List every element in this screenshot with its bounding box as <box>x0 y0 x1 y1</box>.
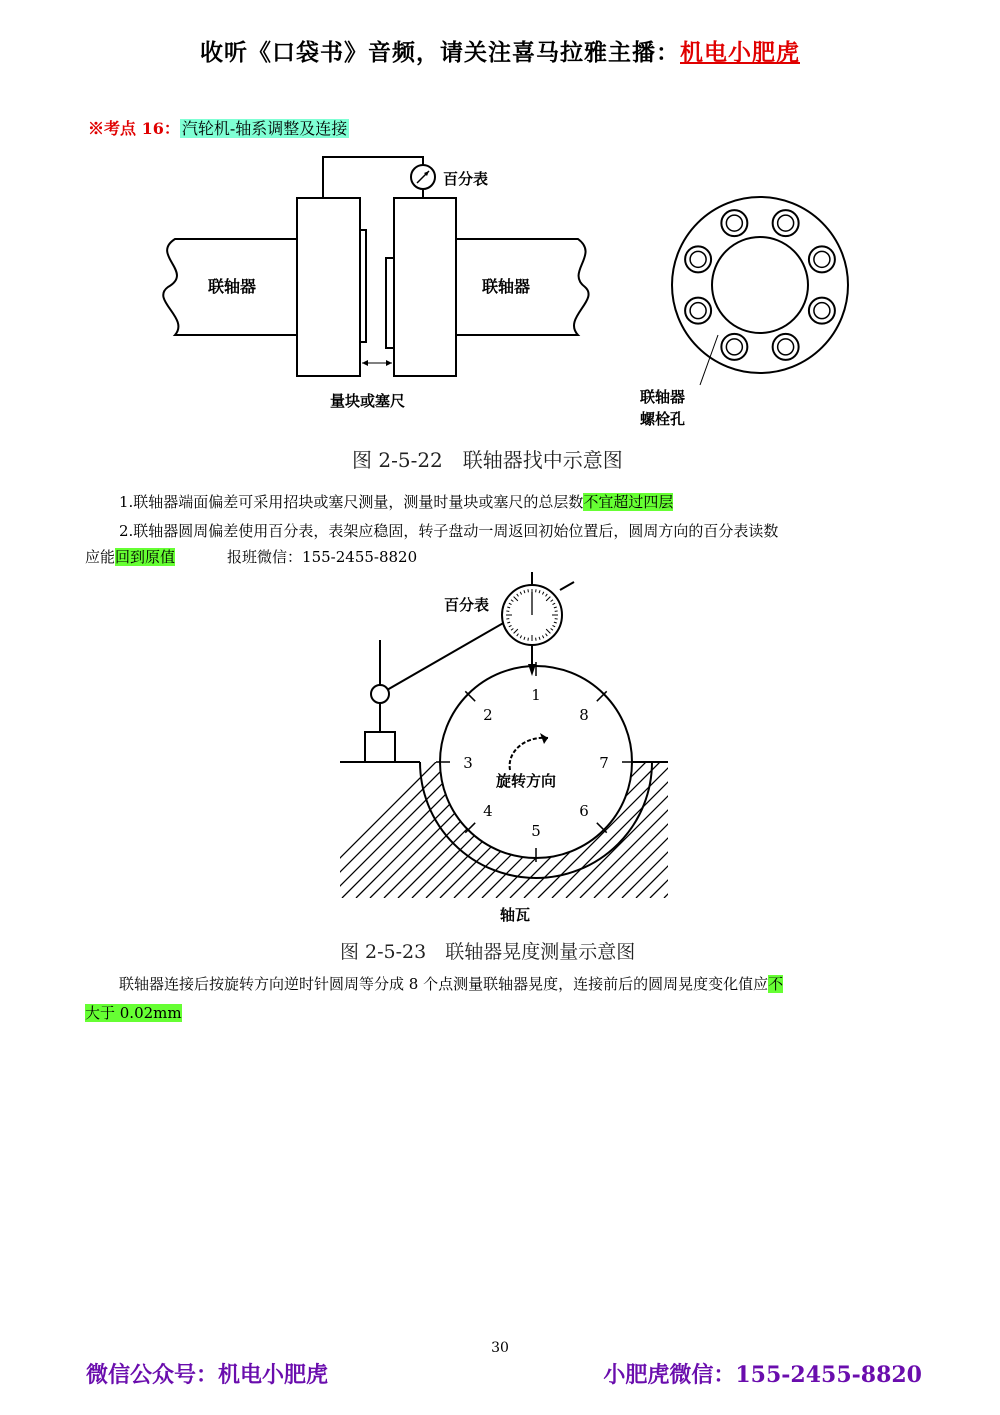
shaft-point-number: 7 <box>599 754 609 772</box>
figure2-caption: 图 2-5-23 联轴器晃度测量示意图 <box>340 941 636 963</box>
bolt-hole-inner <box>778 215 794 231</box>
rotation-direction-label: 旋转方向 <box>496 772 557 790</box>
shaft-point-number: 6 <box>579 802 589 821</box>
paragraph2-text-cont: 应能 <box>85 548 116 566</box>
bolt-hole <box>685 298 711 324</box>
shaft-point-number: 3 <box>463 754 473 772</box>
header-brand: 机电小肥虎 <box>680 39 800 66</box>
footer-wechat-account: 微信公众号：机电小肥虎 <box>86 1362 329 1388</box>
paragraph3-highlight-b: 大于 0.02mm <box>85 1004 182 1022</box>
shaft-point-number: 5 <box>531 822 541 840</box>
page-header <box>0 34 1000 67</box>
shaft-point-number: 2 <box>483 705 493 724</box>
page-number: 30 <box>491 1340 509 1356</box>
bolt-hole <box>685 246 711 272</box>
paragraph2-highlight: 回到原值 <box>115 548 176 566</box>
coupling-left-label: 联轴器 <box>208 277 257 296</box>
footer-wechat-contact: 小肥虎微信：155-2455-8820 <box>603 1362 922 1388</box>
shaft-point-number: 8 <box>579 705 589 724</box>
paragraph-runout-requirement <box>119 969 783 999</box>
bolt-hole-inner <box>690 251 706 267</box>
paragraph2-text: 2.联轴器圆周偏差使用百分表，表架应稳固，转子盘动一周返回初始位置后，圆周方向的百分表读数 <box>119 522 779 540</box>
coupling-alignment-figure <box>0 140 1000 480</box>
shaft-point-number: 1 <box>531 686 541 704</box>
bolt-hole-inner <box>726 339 742 355</box>
paragraph1-text: 1.联轴器端面偏差可采用招块或塞尺测量，测量时量块或塞尺的总层数 <box>119 493 584 511</box>
bearing-label: 轴瓦 <box>500 906 531 924</box>
exam-point-label: ※考点 16： <box>88 119 180 138</box>
paragraph1-highlight: 不宜超过四层 <box>583 493 674 511</box>
bolt-holes <box>685 210 835 360</box>
bolt-hole <box>773 334 799 360</box>
paragraph3-highlight-a: 不 <box>768 975 784 993</box>
shaft-point-number: 4 <box>483 802 493 821</box>
dial-gauge-label-2: 百分表 <box>444 596 490 614</box>
coupling-right-label: 联轴器 <box>482 277 531 296</box>
bolt-hole <box>721 334 747 360</box>
bolt-hole-label-line1: 联轴器 <box>640 388 686 406</box>
bolt-hole <box>721 210 747 236</box>
bolt-hole-inner <box>690 303 706 319</box>
dial-gauge-label: 百分表 <box>443 170 489 188</box>
paragraph3-text: 联轴器连接后按旋转方向逆时针圆周等分成 8 个点测量联轴器晃度，连接前后的圆周晃度变化值应 <box>119 975 769 993</box>
gap-gauge-label: 量块或塞尺 <box>330 392 406 410</box>
bolt-hole <box>809 298 835 324</box>
bolt-hole-inner <box>814 251 830 267</box>
exam-point-topic: 汽轮机-轴系调整及连接 <box>181 119 348 138</box>
bolt-hole-label-line2: 螺栓孔 <box>640 410 686 428</box>
bolt-hole <box>809 246 835 272</box>
paragraph-end-face-deviation <box>119 487 673 517</box>
bolt-hole-inner <box>726 215 742 231</box>
bolt-hole-inner <box>778 339 794 355</box>
runout-measurement-figure <box>0 560 1000 970</box>
header-prefix: 收听《口袋书》音频，请关注喜马拉雅主播： <box>200 39 680 66</box>
figure1-caption: 图 2-5-22 联轴器找中示意图 <box>352 448 623 472</box>
paragraph-runout-requirement-cont <box>85 998 182 1028</box>
bolt-hole <box>773 210 799 236</box>
contact-text: 报班微信：155-2455-8820 <box>227 548 418 566</box>
exam-point-heading <box>88 116 349 139</box>
bolt-hole-inner <box>814 303 830 319</box>
